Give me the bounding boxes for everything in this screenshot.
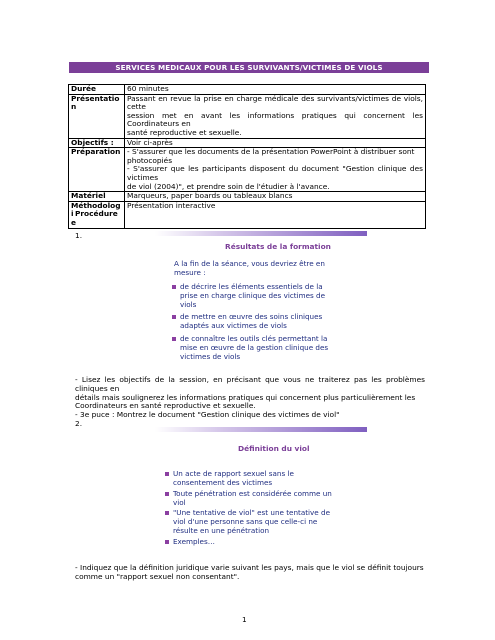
bullet-line: viol d'une personne sans que celle-ci ne [173, 516, 318, 526]
bullet-line: victimes de viols [180, 351, 241, 361]
square-bullet-icon [165, 540, 169, 544]
bullet-line: viols [180, 299, 197, 309]
row-value-duree [125, 85, 426, 95]
bullet-line: mise en œuvre de la gestion clinique des [180, 342, 329, 352]
bullet-line: consentement des victimes [173, 477, 273, 487]
slide-1-intro [174, 260, 325, 278]
square-bullet-icon [165, 492, 169, 496]
slide-2-title: Définition du viol [238, 444, 310, 453]
slide-1-title: Résultats de la formation [225, 242, 331, 251]
intro-line: A la fin de la séance, vous devriez être en [174, 259, 325, 268]
square-bullet-icon [172, 337, 176, 341]
row-label-preparation: Préparation [69, 148, 125, 192]
row-label-presentation: Présentatio n [69, 94, 125, 138]
value-line: Voir ci-après [127, 137, 173, 147]
square-bullet-icon [165, 472, 169, 476]
table-row [69, 85, 426, 95]
table-row [69, 192, 426, 202]
note-line: comme un "rapport sexuel non consentant". [75, 571, 240, 581]
bullet-line: prise en charge clinique des victimes de [180, 290, 326, 300]
slide-2-bullet-1 [165, 470, 294, 488]
square-bullet-icon [165, 511, 169, 515]
document-title: SERVICES MEDICAUX POUR LES SURVIVANTS/VICTIMES DE VIOLS [115, 63, 383, 72]
row-value-materiel [125, 192, 426, 202]
value-line: - S'assurer que les participants disposent du document "Gestion clinique des victimes [127, 164, 423, 182]
slide-2-bullet-4 [165, 538, 215, 547]
document-title-bar [69, 62, 429, 73]
page-number: 1 [242, 615, 247, 624]
value-line: photocopiés [127, 155, 173, 165]
table-row [69, 148, 426, 192]
slide-2-header-bar [155, 427, 367, 432]
value-line: de viol (2004)", et prendre soin de l'étudier à l'avance. [127, 181, 330, 191]
bullet-line: viol [173, 497, 186, 507]
slide-1-bullet-1 [172, 283, 325, 309]
bullet-line: "Une tentative de viol" est une tentative de [173, 508, 330, 517]
row-label-objectifs: Objectifs : [69, 138, 125, 148]
slide-2-bullet-3 [165, 509, 330, 535]
value-line: Présentation interactive [127, 200, 216, 210]
slide-2-bullet-2 [165, 490, 332, 508]
square-bullet-icon [172, 315, 176, 319]
slide-1-bullet-3 [172, 335, 328, 361]
value-line: Marqueurs, paper boards ou tableaux blancs [127, 191, 293, 201]
session-info-table [68, 84, 426, 229]
value-line: santé reproductive et sexuelle. [127, 127, 242, 137]
note-line: - Lisez les objectifs de la session, en précisant que vous ne traiterez pas les problèmes cliniques en [75, 375, 425, 393]
procedure-heading: Procédure [75, 209, 118, 218]
table-row [69, 94, 426, 138]
value-line: session met en avant les informations pratiques qui concernent les Coordinateurs en [127, 110, 423, 129]
step-1-notes [75, 376, 425, 420]
note-line: Coordinateurs en santé reproductive et sexuelle. [75, 401, 256, 411]
row-label-methodologie: Méthodologi e [69, 201, 125, 228]
value-line: Passant en revue la prise en charge médicale des survivants/victimes de viols, cette [127, 93, 423, 112]
row-label-duree: Durée [69, 85, 125, 95]
row-label-materiel: Matériel [69, 192, 125, 202]
bullet-line: Toute pénétration est considérée comme un [173, 489, 332, 498]
value-line: 60 minutes [127, 84, 169, 93]
bullet-line: de décrire les éléments essentiels de la [180, 282, 323, 291]
step-2-number: 2. [75, 419, 83, 428]
row-value-presentation [125, 94, 426, 138]
bullet-line: adaptés aux victimes de viols [180, 320, 287, 330]
bullet-line: Un acte de rapport sexuel sans le [173, 469, 294, 478]
bullet-line: résulte en une pénétration [173, 525, 270, 535]
slide-1-bullet-2 [172, 313, 322, 331]
slide-1-header-bar [155, 231, 367, 236]
bullet-line: de connaître les outils clés permettant la [180, 334, 328, 343]
note-line: - 3e puce : Montrez le document "Gestion clinique des victimes de viol" [75, 410, 340, 420]
bullet-line: Exemples… [173, 537, 215, 546]
note-line: - Indiquez que la définition juridique varie suivant les pays, mais que le viol se définit toujours [75, 563, 424, 572]
bullet-line: de mettre en œuvre des soins cliniques [180, 312, 323, 321]
row-value-preparation [125, 148, 426, 192]
table-row [69, 201, 426, 228]
intro-line: mesure : [174, 267, 206, 277]
square-bullet-icon [172, 285, 176, 289]
step-1-number: 1. [75, 231, 83, 240]
note-line: détails mais soulignerez les informations pratiques qui concernent plus particulièrement les [75, 392, 416, 402]
value-line: - S'assurer que les documents de la présentation PowerPoint à distribuer sont [127, 147, 415, 157]
row-value-methodologie [125, 201, 426, 228]
step-2-notes [75, 564, 425, 582]
